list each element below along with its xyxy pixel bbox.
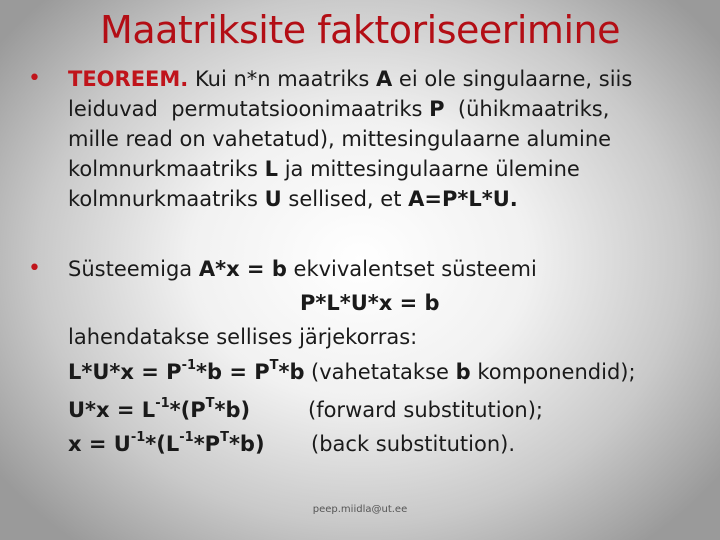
- bullet-icon: •: [28, 66, 41, 91]
- theorem-line-4: [68, 154, 580, 184]
- bullet-icon: •: [28, 256, 41, 281]
- theorem-text: Kui n*n maatriks: [194, 67, 376, 91]
- system-intro-line: [68, 254, 537, 284]
- step-1-line: [68, 357, 636, 387]
- matrix-symbol: P: [429, 97, 445, 121]
- theorem-line-5: [68, 184, 518, 214]
- theorem-text: leiduvad permutatsioonimaatriks: [68, 97, 430, 121]
- step-1-equation: $L*U*x = P^{-1}*b = P^T*b$: [68, 358, 305, 384]
- theorem-text: kolmnurkmaatriks: [68, 157, 265, 181]
- theorem-text: mille read on vahetatud), mittesingulaarne alumine: [68, 127, 612, 151]
- step-2-note: (forward substitution);: [308, 398, 544, 422]
- order-line: [68, 322, 417, 352]
- step-3-line: [68, 429, 516, 459]
- theorem-line-3: [68, 124, 611, 154]
- matrix-symbol: L: [264, 157, 279, 181]
- factorization-equation: A=P*L*U.: [408, 187, 518, 211]
- step-2-equation: $U*x = L^{-1}*(P^T*b)$: [68, 396, 251, 422]
- equation: P*L*U*x = b: [300, 291, 440, 315]
- step-1-note: (vahetatakse b komponendid);: [311, 360, 636, 384]
- theorem-text: sellised, et: [281, 187, 409, 211]
- theorem-text: ja mittesingulaarne ülemine: [278, 157, 580, 181]
- slide-title: Maatriksite faktoriseerimine: [100, 8, 620, 52]
- theorem-text: kolmnurkmaatriks: [68, 187, 265, 211]
- matrix-symbol: U: [264, 187, 282, 211]
- theorem-text: ei ole singulaarne, siis: [392, 67, 633, 91]
- theorem-label: TEOREEM.: [68, 67, 189, 91]
- footer-email: peep.miidla@ut.ee: [312, 504, 408, 515]
- matrix-symbol: A: [375, 67, 393, 91]
- equation: A*x = b: [198, 257, 287, 281]
- theorem-text: (ühikmaatriks,: [444, 97, 610, 121]
- theorem-line-1: [68, 64, 632, 94]
- step-3-equation: $x = U^{-1}*(L^{-1}*P^T*b)$: [68, 430, 265, 456]
- step-2-line: [68, 395, 544, 425]
- system-text: Süsteemiga: [68, 257, 199, 281]
- step-3-note: (back substitution).: [311, 432, 516, 456]
- centered-equation-line: [300, 288, 440, 318]
- system-text: lahendatakse sellises järjekorras:: [68, 325, 418, 349]
- system-text: ekvivalentset süsteemi: [286, 257, 537, 281]
- theorem-line-2: [68, 94, 609, 124]
